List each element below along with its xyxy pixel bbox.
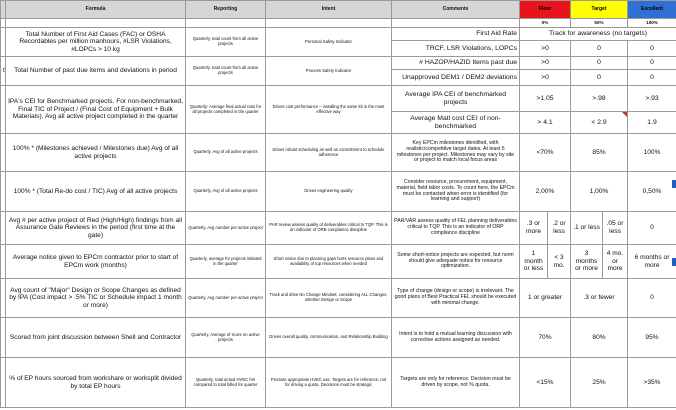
floor-cell[interactable]: >1.05	[520, 86, 571, 112]
target-cell[interactable]: 0	[571, 41, 628, 57]
floor-cell[interactable]: 1 or greater	[520, 279, 571, 318]
cell-selection-marker	[672, 180, 676, 188]
target-cell[interactable]: 1,00%	[571, 172, 628, 212]
header-percent-row	[1, 19, 676, 28]
floor-cell[interactable]: >0	[520, 70, 571, 86]
target-cell[interactable]: < 2.9	[571, 112, 628, 134]
intent-cell[interactable]: Drives overall quality, communication, and Relationship Building	[266, 318, 392, 358]
comment-cell[interactable]: Consider resource, procurement, equipment, material, field labor costs. To count here, the EPCm must be contacted when error is identified (for learning and support)	[392, 172, 520, 212]
header-excellent[interactable]: Excellent	[628, 1, 676, 19]
target-cell-b[interactable]: .05 or less	[603, 212, 628, 245]
excellent-cell[interactable]: 0	[628, 212, 676, 245]
formula-cell[interactable]: 100% * (Milestones achieved / Milestones due) Avg of all active projects	[6, 134, 186, 172]
comment-cell[interactable]: First Aid Rate	[392, 28, 520, 41]
floor-cell[interactable]: <70%	[520, 134, 571, 172]
header-reporting[interactable]: Reporting	[186, 1, 266, 19]
target-cell[interactable]: 80%	[571, 318, 628, 358]
floor-cell-b[interactable]: < 3 mo.	[548, 245, 571, 279]
table-row	[1, 318, 676, 358]
cell-selection-marker	[672, 258, 676, 266]
table-row	[1, 86, 676, 112]
target-cell[interactable]: >.98	[571, 86, 628, 112]
excellent-cell[interactable]: 6 months or more	[628, 245, 676, 279]
formula-cell[interactable]: Average notice given to EPCm contractor prior to start of EPCm work (months)	[6, 245, 186, 279]
target-cell[interactable]: .1 or less	[571, 212, 603, 245]
table-row	[1, 57, 676, 70]
table-row	[1, 134, 676, 172]
row-left-cell[interactable]: t	[1, 57, 6, 86]
table-row	[1, 358, 676, 408]
table-row	[1, 279, 676, 318]
formula-cell[interactable]: Avg # per active project of Red (High/High) findings from all Assurance Gate Reviews in the period (first time at the gate)	[6, 212, 186, 245]
comment-cell[interactable]: Average Matl cost CEI of non-benchmarked	[392, 112, 520, 134]
header-formula[interactable]: Formula	[6, 1, 186, 19]
floor-cell[interactable]: .3 or more	[520, 212, 548, 245]
target-cell[interactable]: 25%	[571, 358, 628, 408]
excellent-cell[interactable]: 0	[628, 70, 676, 86]
reporting-cell[interactable]: Quarterly, total actual HVEC hrs compared to total billed for quarter	[186, 358, 266, 408]
excellent-cell[interactable]: >35%	[628, 358, 676, 408]
target-cell-b[interactable]: 4 mo. or more	[603, 245, 628, 279]
comment-cell[interactable]: Intent is to hold a mutual learning discussion with corrective actions assigned as needed.	[392, 318, 520, 358]
reporting-cell[interactable]: Quarterly, average for projects initiated in the quarter	[186, 245, 266, 279]
target-cell[interactable]: 3 months or more	[571, 245, 603, 279]
floor-cell[interactable]: > 4.1	[520, 112, 571, 134]
comment-cell[interactable]: Type of change (design or scope) is irrelevant. The good plans of Best Practical FEL should be executed with minimal change.	[392, 279, 520, 318]
intent-cell[interactable]: Track and drive No Change Mindset, considering ALL Changes, whether Design or Scope	[266, 279, 392, 318]
formula-cell[interactable]: Total Number of First Aid Cases (FAC) or OSHA Recordables per million manhours, #LSR Violations, #LOPCs > 10 kg	[6, 28, 186, 57]
reporting-cell[interactable]: Quarterly, Avg of all active projects	[186, 134, 266, 172]
comment-cell[interactable]: Key EPCm milestones identified, with realistic/competitive target dates. At least 5 milestones per project. Milestones may vary by site or project to match local focus areas	[392, 134, 520, 172]
table-row	[1, 212, 676, 245]
table-row	[1, 245, 676, 279]
excellent-cell[interactable]: 0	[628, 57, 676, 70]
excellent-cell[interactable]: >.93	[628, 86, 676, 112]
reporting-cell[interactable]: Quarterly, Average of score on active projects	[186, 318, 266, 358]
intent-cell[interactable]: Drives robust scheduling as well as commitment to schedule adherence	[266, 134, 392, 172]
excellent-cell[interactable]: 95%	[628, 318, 676, 358]
header-row	[1, 1, 676, 19]
formula-cell[interactable]: Avg count of "Major" Design or Scope Changes as defined by IPA (Cost impact > .5% TIC or Schedule impact 1 month or more)	[6, 279, 186, 318]
floor-cell[interactable]: Track for awareness (no targets)	[520, 28, 676, 41]
excellent-cell[interactable]: 0,50%	[628, 172, 676, 212]
reporting-cell[interactable]: Quarterly, Avg of all active projects	[186, 172, 266, 212]
reporting-cell[interactable]: Quarterly, Avg number per active project	[186, 279, 266, 318]
floor-percent[interactable]: 0%	[520, 19, 571, 28]
intent-cell[interactable]: PAR review assess quality of deliverables critical to TQP. This is an indicator of ORB compliance discipline	[266, 212, 392, 245]
floor-cell[interactable]: 70%	[520, 318, 571, 358]
excellent-percent[interactable]: 100%	[628, 19, 676, 28]
floor-cell[interactable]: 1 month or less	[520, 245, 548, 279]
target-cell[interactable]: 0	[571, 70, 628, 86]
header-intent[interactable]: Intent	[266, 1, 392, 19]
formula-cell[interactable]: % of EP hours sourced from workshare or worksplit divided by total EP hours	[6, 358, 186, 408]
target-cell[interactable]: 0	[571, 57, 628, 70]
comment-cell[interactable]: # HAZOP/HAZID Items past due	[392, 57, 520, 70]
comment-cell[interactable]: TRCF, LSR Violations, LOPCs	[392, 41, 520, 57]
table-row	[1, 172, 676, 212]
intent-cell[interactable]: Process Safety Indicator	[266, 57, 392, 86]
header-target[interactable]: Target	[571, 1, 628, 19]
intent-cell[interactable]: Drives cost performance – installing the same kit in the most effective way	[266, 86, 392, 134]
formula-cell[interactable]: Total Number of past due items and deviations in period	[6, 57, 186, 86]
floor-cell[interactable]: >0	[520, 41, 571, 57]
comment-cell[interactable]: Some short-notice projects are expected, but norm should give adequate notice for resource optimization.	[392, 245, 520, 279]
target-cell[interactable]: 85%	[571, 134, 628, 172]
intent-cell[interactable]: Short notice due to planning gaps hurts resource plans and availability of top resources when needed	[266, 245, 392, 279]
excellent-cell[interactable]: 0	[628, 279, 676, 318]
reporting-cell[interactable]: Quarterly, total count from all active projects	[186, 28, 266, 57]
comment-cell[interactable]: Average IPA CEI of benchmarked projects	[392, 86, 520, 112]
comment-cell[interactable]: Unapproved DEM1 / DEM2 deviations	[392, 70, 520, 86]
table-row	[1, 28, 676, 41]
formula-cell[interactable]: IPA's CEI for Benchmarked projects. For non-benchmarked, Final TIC of Project / (Final Cost of Equipment + Bulk Materials). Avg all active project completed in the quarter	[6, 86, 186, 134]
formula-cell[interactable]: 100% * (Total Re-do cost / TIC) Avg of all active projects	[6, 172, 186, 212]
floor-cell[interactable]: 2,00%	[520, 172, 571, 212]
floor-cell[interactable]: >0	[520, 57, 571, 70]
header-comments[interactable]: Comments	[392, 1, 520, 19]
formula-cell[interactable]: Scored from joint discussion between Shell and Contractor	[6, 318, 186, 358]
intent-cell[interactable]: Promote appropriate HVEC use. Targets are for reference, not for driving a quota. Decisions must be strategic	[266, 358, 392, 408]
excellent-cell[interactable]: 0	[628, 41, 676, 57]
comment-cell[interactable]: PAR/VAR assess quality of FEL planning deliverables critical to TQP. This is an indicator of ORP compliance discipline	[392, 212, 520, 245]
excellent-cell[interactable]: 1.9	[628, 112, 676, 134]
reporting-cell[interactable]: Quarterly, Avg number per active project	[186, 212, 266, 245]
excellent-cell[interactable]: 100%	[628, 134, 676, 172]
reporting-cell[interactable]: Quarterly: Average final actual ratio for all projects completed in the quarter	[186, 86, 266, 134]
header-floor[interactable]: Floor	[520, 1, 571, 19]
floor-cell[interactable]: <15%	[520, 358, 571, 408]
floor-cell-b[interactable]: .2 or less	[548, 212, 571, 245]
reporting-cell[interactable]: Quarterly, total count from all active projects	[186, 57, 266, 86]
target-percent[interactable]: 50%	[571, 19, 628, 28]
intent-cell[interactable]: Personal Safety Indicator	[266, 28, 392, 57]
intent-cell[interactable]: Drives engineering quality	[266, 172, 392, 212]
comment-cell[interactable]: Targets are only for reference. Decision must be driven by scope, not % quota.	[392, 358, 520, 408]
target-cell[interactable]: .3 or fewer	[571, 279, 628, 318]
